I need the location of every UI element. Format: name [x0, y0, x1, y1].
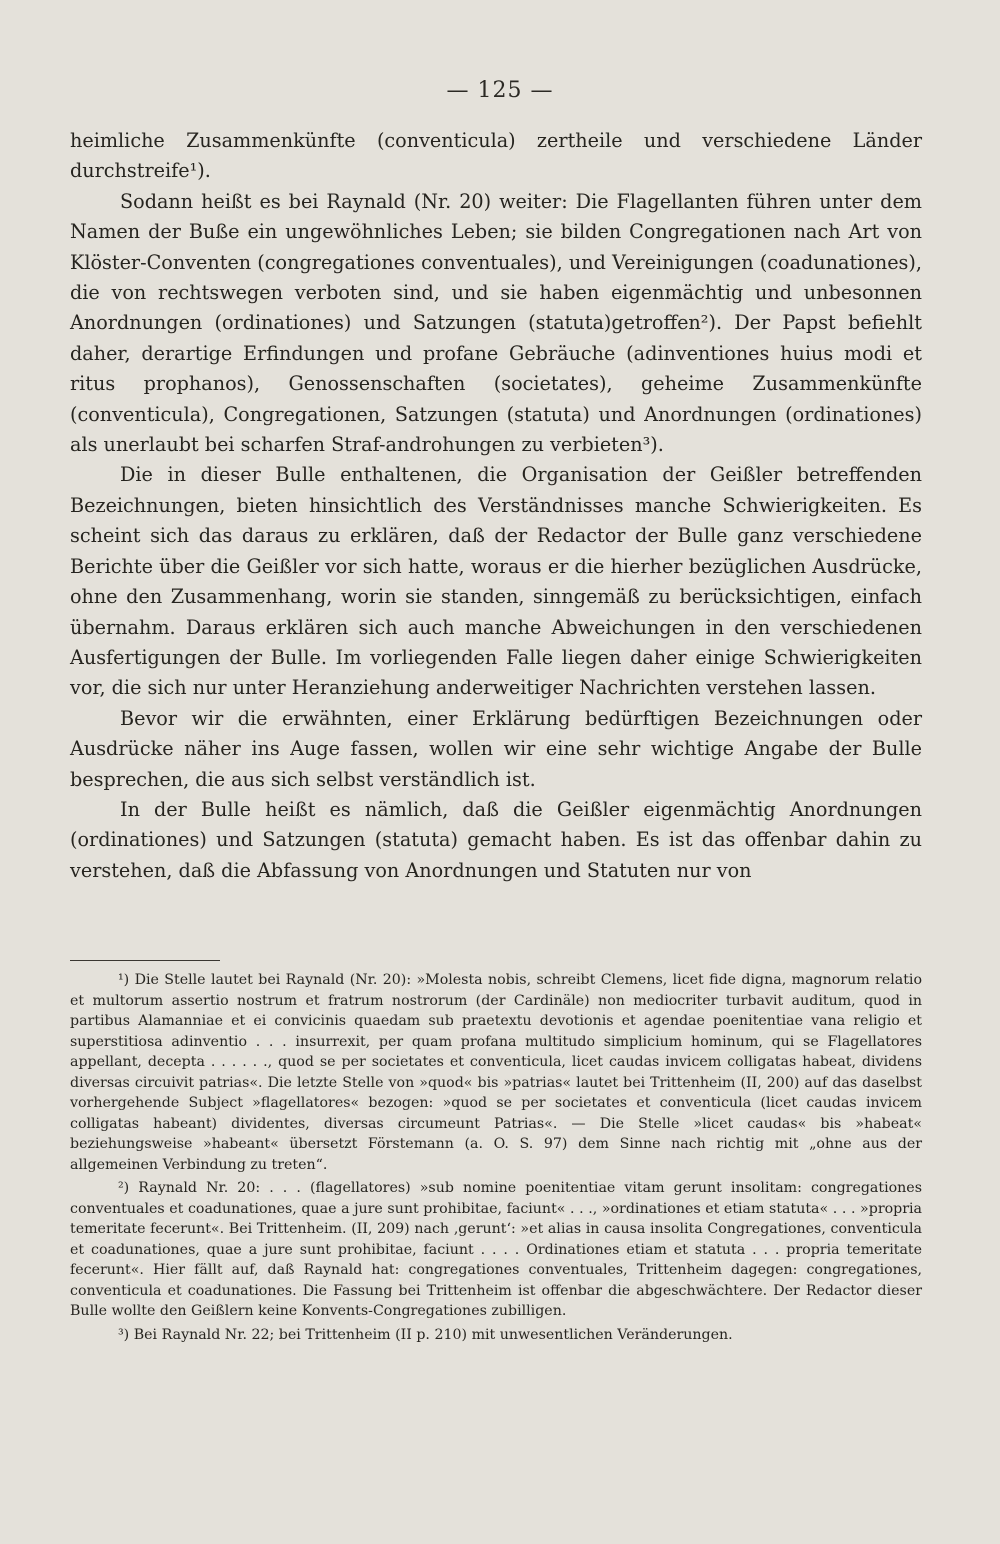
main-text [70, 126, 922, 886]
footnotes [70, 970, 922, 1345]
footnote-1: ¹) Die Stelle lautet bei Raynald (Nr. 20): »Molesta nobis, schreibt Clemens, licet fide digna, magnorum relatio et multorum assertio nostrum et fratrum nostrorum (der Cardinäle) non mediocriter turbavit auditum, quod in partibus Alamanniae et ei convicinis quaedam sub praetextu devotionis et agendae poenitentiae vana religio et superstitiosa adinventio . . . insurrexit, per quam profana multitudo simplicium hominum, qui se Flagellatores appellant, decepta . . . . . ., quod se per societates et conventicula, licet caudas invicem colligatas habeat, dividens diversas circuivit patrias«. Die letzte Stelle von »quod« bis »patrias« lautet bei Trittenheim (II, 200) auf das daselbst vorhergehende Subject »flagellatores« bezogen: »quod se per societates et conventicula (licet caudas invicem colligatas habeant) dividentes, diversas circumeunt Patrias«. — Die Stelle »licet caudas« bis »habeat« beziehungsweise »habeant« übersetzt Förstemann (a. O. S. 97) dem Sinne nach richtig mit „ohne aus der allgemeinen Verbindung zu treten“. [70, 972, 922, 1173]
paragraph-2: Sodann heißt es bei Raynald (Nr. 20) weiter: Die Flagellanten führen unter dem Namen der Buße ein ungewöhnliches Leben; sie bilden Congregationen nach Art von Klöster-Conventen (congregationes conventuales), und Vereinigungen (coadunationes), die von rechtswegen verboten sind, und sie haben eigenmächtig und unbesonnen Anordnungen (ordinationes) und Satzungen (statuta)getroffen²). Der Papst befiehlt daher, derartige Erfindungen und profane Gebräuche (adinventiones huius modi et ritus prophanos), Genossenschaften (societates), geheime Zusammenkünfte (conventicula), Congregationen, Satzungen (statuta) und Anordnungen (ordinationes) als unerlaubt bei scharfen Straf-androhungen zu verbieten³). [70, 189, 922, 457]
paragraph-1: heimliche Zusammenkünfte (conventicula) zertheile und verschiedene Länder durchstreife¹). [70, 129, 922, 183]
footnote-divider [70, 960, 220, 961]
page-number: — 125 — [446, 78, 554, 103]
footnote-3: ³) Bei Raynald Nr. 22; bei Trittenheim (II p. 210) mit unwesentlichen Veränderungen. [118, 1326, 733, 1343]
paragraph-4: Bevor wir die erwähnten, einer Erklärung bedürftigen Bezeichnungen oder Ausdrücke näher ins Auge fassen, wollen wir eine sehr wichtige Angabe der Bulle besprechen, die aus sich selbst verständlich ist. [70, 706, 922, 791]
paragraph-5: In der Bulle heißt es nämlich, daß die Geißler eigenmächtig Anordnungen (ordinationes) und Satzungen (statuta) gemacht haben. Es ist das offenbar dahin zu verstehen, daß die Abfassung von Anordnungen und Statuten nur von [70, 797, 922, 882]
paragraph-3: Die in dieser Bulle enthaltenen, die Organisation der Geißler betreffenden Bezeichnungen, bieten hinsichtlich des Verständnisses manche Schwierigkeiten. Es scheint sich das daraus zu erklären, daß der Redactor der Bulle ganz verschiedene Berichte über die Geißler vor sich hatte, woraus er die hierher bezüglichen Ausdrücke, ohne den Zusammenhang, worin sie standen, sinngemäß zu berücksichtigen, einfach übernahm. Daraus erklären sich auch manche Abweichungen in den verschiedenen Ausfertigungen der Bulle. Im vorliegenden Falle liegen daher einige Schwierigkeiten vor, die sich nur unter Heranziehung anderweitiger Nachrichten verstehen lassen. [70, 463, 922, 700]
footnote-2: ²) Raynald Nr. 20: . . . (flagellatores) »sub nomine poenitentiae vitam gerunt insolitam: congregationes conventuales et coadunationes, quae a jure sunt prohibitae, faciunt« . . ., »ordinationes et etiam statuta« . . . »propria temeritate fecerunt«. Bei Trittenheim. (II, 209) nach ‚gerunt‘: »et alias in causa insolita Congregationes, conventicula et coadunationes, quae a jure sunt prohibitae, faciunt . . . . Ordinationes etiam et statuta . . . propria temeritate fecerunt«. Hier fällt auf, daß Raynald hat: congregationes conventuales, Trittenheim dagegen: congregationes, conventicula et coadunationes. Die Fassung bei Trittenheim ist offenbar die abgeschwächtere. Der Redactor dieser Bulle wollte den Geißlern keine Konvents-Congregationes zubilligen. [70, 1180, 922, 1319]
